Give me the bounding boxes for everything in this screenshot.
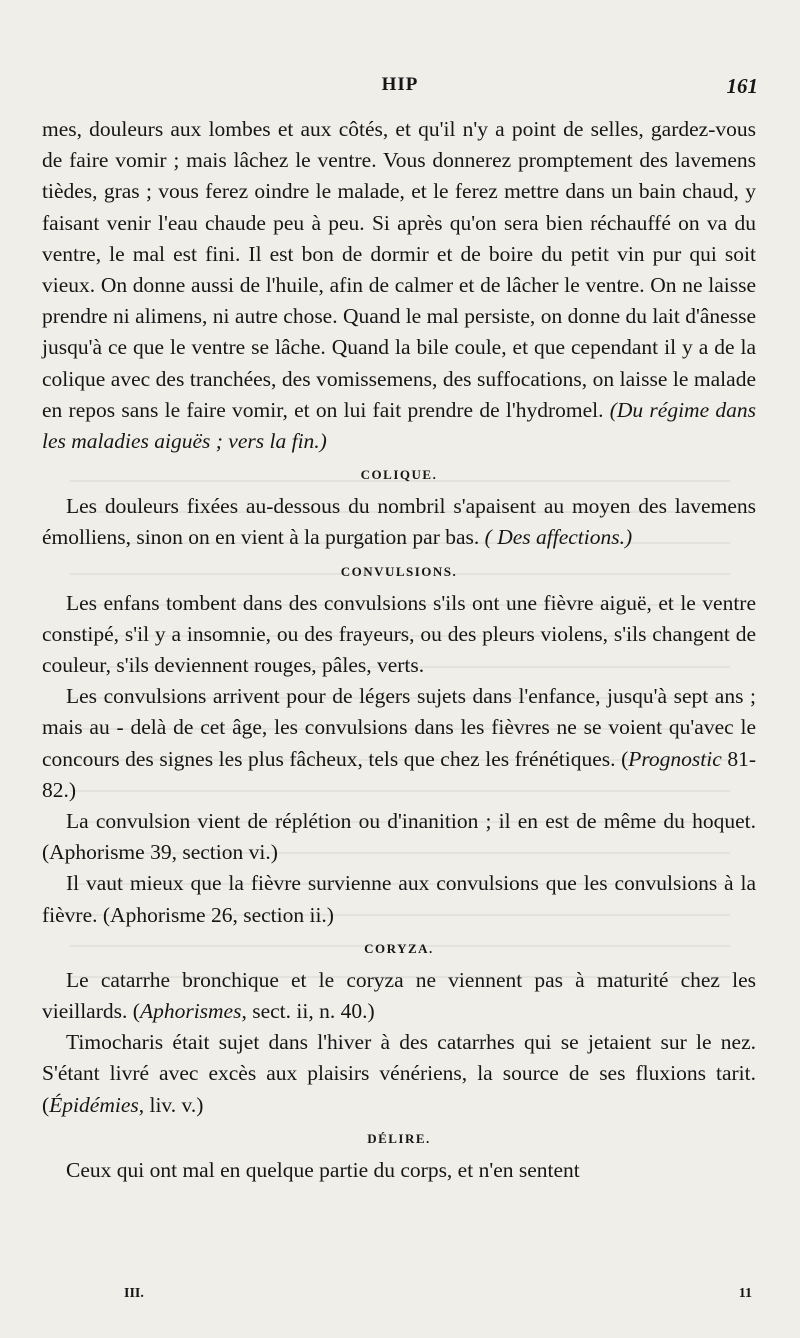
paragraph-text: Le catarrhe bronchique et le coryza ne viennent pas à maturité chez les vieillards. bbox=[42, 967, 756, 1024]
gathering-mark: 11 bbox=[738, 1286, 752, 1301]
paragraph-text: Les douleurs fixées au-dessous du nombril s'apaisent au moyen des lavemens émolliens, sinon on en vient à la purgation par bas. bbox=[42, 494, 756, 550]
section-heading-delire: DÉLIRE. bbox=[367, 1130, 431, 1146]
paragraph-text: Ceux qui ont mal en quelque partie du corps, et n'en sentent bbox=[66, 1157, 580, 1182]
page-number: 161 bbox=[726, 74, 758, 98]
citation-title: Épidémies bbox=[49, 1092, 139, 1117]
running-head: HIP bbox=[381, 74, 419, 95]
section-heading-colique: COLIQUE. bbox=[360, 467, 438, 483]
citation-rest: , sect. ii, n. 40.) bbox=[241, 999, 375, 1024]
paragraph-text: Les enfans tombent dans des convulsions s'ils ont une fièvre aiguë, et le ventre constipé, s'il y a insomnie, ou des frayeurs, ou des pleurs violens, s'ils changent de couleur, s'ils deviennent rouges, pâles, verts. bbox=[42, 590, 756, 678]
citation-title: Aphorismes bbox=[139, 999, 242, 1024]
page-header bbox=[42, 74, 758, 104]
paragraph bbox=[42, 868, 756, 930]
paragraph bbox=[42, 806, 756, 868]
paragraph-text: Les convulsions arrivent pour de légers sujets dans l'enfance, jusqu'à sept ans ; mais au - delà de cet âge, les convulsions dans les fièvres ne se voient qu'avec le concours des signes les plus fâcheux, tels que chez les frénétiques. bbox=[42, 684, 756, 771]
paragraph-text: La convulsion vient de réplétion ou d'inanition ; il en est de même du hoquet. (Aphorisme 39, section vi.) bbox=[42, 809, 756, 865]
paragraph bbox=[42, 965, 756, 1027]
paragraph bbox=[42, 491, 756, 553]
citation: ( Des affections.) bbox=[484, 525, 633, 550]
paragraph-text: Timocharis était sujet dans l'hiver à des catarrhes qui se jetaient sur le nez. S'étant livré avec excès aux plaisirs vénériens, la source de ses fluxions tarit. bbox=[42, 1030, 756, 1086]
citation-title: Prognostic bbox=[628, 746, 722, 771]
signature-mark: III. bbox=[124, 1286, 144, 1301]
body-text bbox=[42, 114, 756, 1186]
paragraph bbox=[42, 114, 756, 457]
section-heading-convulsions: CONVULSIONS. bbox=[340, 563, 458, 579]
citation-open: ( bbox=[132, 999, 140, 1024]
paragraph bbox=[42, 1027, 756, 1121]
citation-rest: , liv. v.) bbox=[138, 1092, 204, 1117]
citation: (Du régime dans les maladies aiguës ; vers la fin.) bbox=[42, 397, 756, 454]
page-footer bbox=[124, 1286, 752, 1310]
citation-open: ( bbox=[42, 1092, 50, 1117]
section-heading-coryza: CORYZA. bbox=[364, 940, 434, 956]
citation-open: ( bbox=[621, 746, 629, 771]
paragraph bbox=[42, 1155, 756, 1186]
paragraph bbox=[42, 681, 756, 806]
paragraph bbox=[42, 588, 756, 682]
paragraph-text: Il vaut mieux que la fièvre survienne aux convulsions que les convulsions à la fièvre. (Aphorisme 26, section ii.) bbox=[42, 871, 756, 927]
citation-rest: 81-82.) bbox=[42, 746, 756, 802]
paragraph-text: mes, douleurs aux lombes et aux côtés, et qu'il n'y a point de selles, gardez-vous de faire vomir ; mais lâchez le ventre. Vous donnerez promptement des lavemens tièdes, gras ; vous ferez oindre le malade, et le ferez mettre dans un bain chaud, y faisant venir l'eau chaude peu à peu. Si après qu'on sera bien réchauffé on va du ventre, le mal est fini. Il est bon de dormir et de boire du petit vin pur qui soit vieux. On donne aussi de l'huile, afin de calmer et de lâcher le ventre. On ne laisse prendre ni alimens, ni autre chose. Quand le mal persiste, on donne du lait d'ânesse jusqu'à ce que le ventre se lâche. Quand la bile coule, et que cependant il y a de la colique avec des tranchées, des vomissemens, des suffocations, on laisse le malade en repos sans le faire vomir, et on lui fait prendre de l'hydromel. bbox=[42, 117, 756, 422]
